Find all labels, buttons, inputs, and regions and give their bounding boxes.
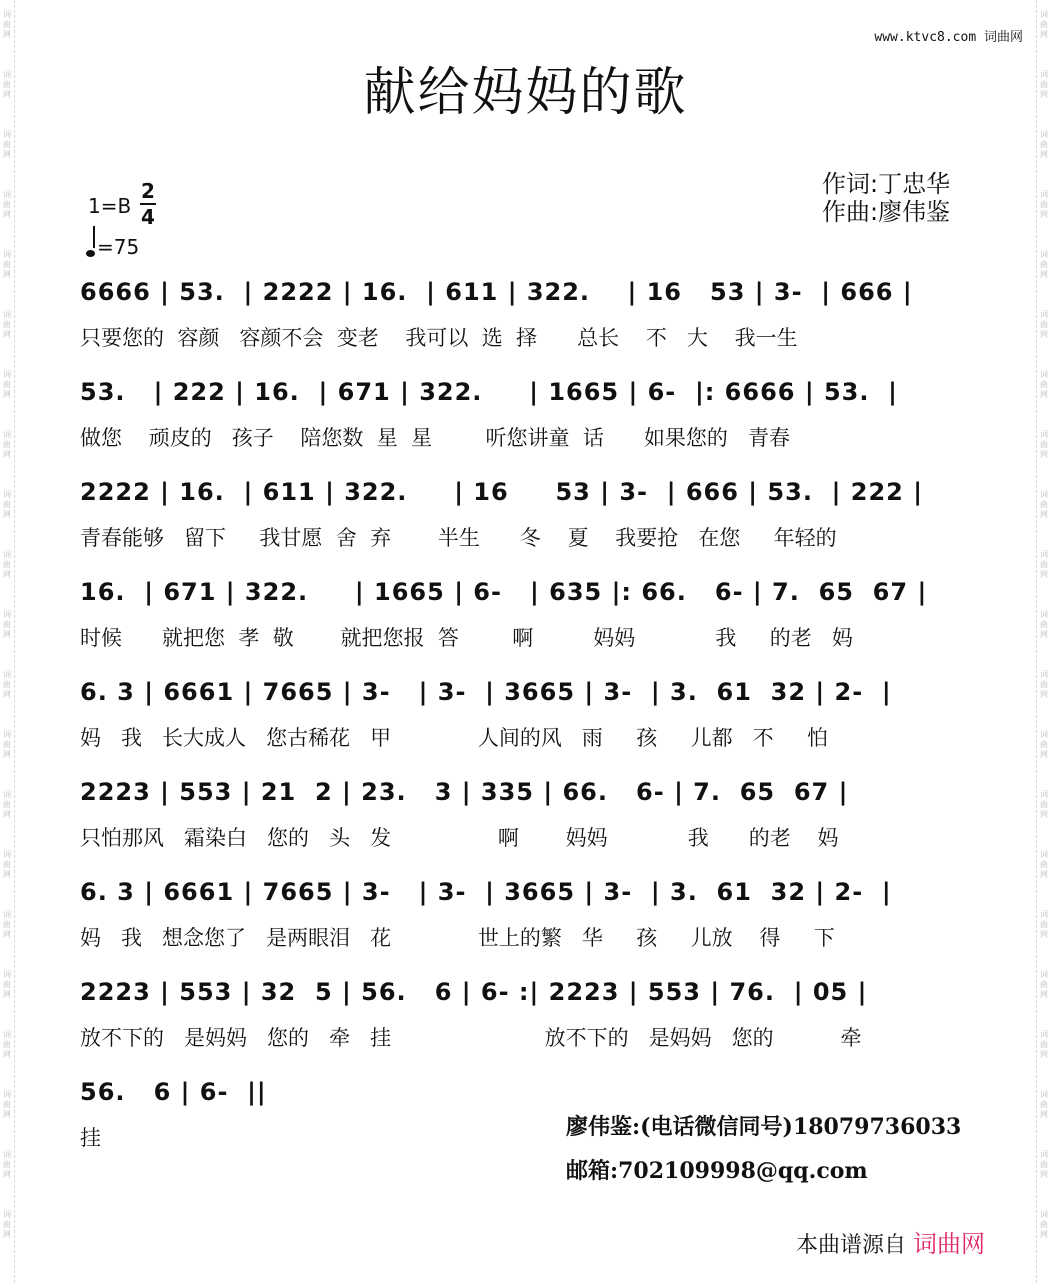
source-prefix: 本曲谱源自 — [796, 1233, 907, 1258]
margin-watermark: 词曲网 — [3, 610, 11, 639]
margin-watermark: 词曲网 — [3, 10, 11, 39]
notation-line: 6666 | 53. | 2222 | 16. | 611 | 322. | 16 53 | 3- | 666 | — [80, 278, 913, 306]
contact-phone: 廖伟鉴:(电话微信同号)18079736033 — [566, 1114, 962, 1140]
site-name: 词曲网 — [983, 30, 1023, 45]
margin-watermark: 词曲网 — [3, 130, 11, 159]
margin-watermark: 词曲网 — [1040, 790, 1048, 819]
margin-watermark: 词曲网 — [3, 430, 11, 459]
time-top: 2 — [141, 179, 155, 203]
lyrics-line: 只怕那风 霜染白 您的 头 发 啊 妈妈 我 的老 妈 — [80, 826, 839, 850]
margin-watermark: 词曲网 — [1040, 10, 1048, 39]
margin-watermark: 词曲网 — [1040, 310, 1048, 339]
source-site[interactable]: 词曲网 — [913, 1230, 986, 1258]
lyrics-line: 妈 我 想念您了 是两眼泪 花 世上的繁 华 孩 儿放 得 下 — [80, 926, 835, 950]
margin-watermark: 词曲网 — [3, 910, 11, 939]
site-url[interactable]: www.ktvc8.com — [874, 30, 977, 45]
notation-line: 56. 6 | 6- || — [80, 1078, 267, 1106]
margin-watermark: 词曲网 — [3, 250, 11, 279]
margin-watermark: 词曲网 — [1040, 190, 1048, 219]
margin-watermark: 词曲网 — [1040, 1030, 1048, 1059]
margin-watermark: 词曲网 — [3, 490, 11, 519]
source-attribution — [796, 1224, 985, 1259]
tempo-value: =75 — [97, 235, 140, 259]
lyrics-line: 青春能够 留下 我甘愿 舍 弃 半生 冬 夏 我要抢 在您 年轻的 — [80, 526, 837, 550]
margin-watermark: 词曲网 — [1040, 550, 1048, 579]
margin-watermark: 词曲网 — [1040, 1090, 1048, 1119]
margin-watermark: 词曲网 — [1040, 130, 1048, 159]
lyrics-line: 妈 我 长大成人 您古稀花 甲 人间的风 雨 孩 儿都 不 怕 — [80, 726, 829, 750]
margin-watermark: 词曲网 — [1040, 250, 1048, 279]
margin-watermark: 词曲网 — [1040, 430, 1048, 459]
lyrics-line: 只要您的 容颜 容颜不会 变老 我可以 选 择 总长 不 大 我一生 — [80, 326, 798, 350]
key-signature: 1=B — [88, 194, 132, 218]
margin-watermark: 词曲网 — [3, 730, 11, 759]
margin-watermark: 词曲网 — [3, 550, 11, 579]
margin-watermark: 词曲网 — [1040, 910, 1048, 939]
time-bottom: 4 — [141, 205, 155, 229]
margin-watermark: 词曲网 — [3, 190, 11, 219]
time-signature — [140, 180, 156, 228]
margin-watermark: 词曲网 — [1040, 1210, 1048, 1239]
margin-watermark: 词曲网 — [3, 850, 11, 879]
margin-watermark: 词曲网 — [1040, 730, 1048, 759]
composer-credit: 作曲:廖伟鉴 — [822, 198, 951, 226]
margin-watermark: 词曲网 — [1040, 970, 1048, 999]
margin-watermark: 词曲网 — [3, 370, 11, 399]
notation-line: 6. 3 | 6661 | 7665 | 3- | 3- | 3665 | 3- | 3. 61 32 | 2- | — [80, 678, 892, 706]
margin-watermark: 词曲网 — [1040, 670, 1048, 699]
lyrics-line: 做您 顽皮的 孩子 陪您数 星 星 听您讲童 话 如果您的 青春 — [80, 426, 790, 450]
margin-watermark: 词曲网 — [3, 310, 11, 339]
margin-watermark: 词曲网 — [1040, 1150, 1048, 1179]
margin-watermark: 词曲网 — [1040, 490, 1048, 519]
notation-line: 2223 | 553 | 32 5 | 56. 6 | 6- :| 2223 | 553 | 76. | 05 | — [80, 978, 868, 1006]
margin-watermark: 词曲网 — [3, 670, 11, 699]
margin-watermark: 词曲网 — [3, 1150, 11, 1179]
margin-watermark: 词曲网 — [3, 1090, 11, 1119]
margin-watermark: 词曲网 — [1040, 850, 1048, 879]
notation-line: 53. | 222 | 16. | 671 | 322. | 1665 | 6- |: 6666 | 53. | — [80, 378, 898, 406]
notation-line: 2223 | 553 | 21 2 | 23. 3 | 335 | 66. 6- | 7. 65 67 | — [80, 778, 849, 806]
margin-watermark: 词曲网 — [1040, 70, 1048, 99]
tempo-marking — [86, 232, 139, 259]
notation-line: 2222 | 16. | 611 | 322. | 16 53 | 3- | 666 | 53. | 222 | — [80, 478, 923, 506]
lyrics-line: 放不下的 是妈妈 您的 牵 挂 放不下的 是妈妈 您的 牵 — [80, 1026, 862, 1050]
notation-line: 6. 3 | 6661 | 7665 | 3- | 3- | 3665 | 3- | 3. 61 32 | 2- | — [80, 878, 892, 906]
lyricist-credit: 作词:丁忠华 — [822, 170, 951, 198]
page-title: 献给妈妈的歌 — [363, 63, 688, 123]
margin-watermark: 词曲网 — [3, 70, 11, 99]
margin-watermark: 词曲网 — [3, 790, 11, 819]
margin-watermark: 词曲网 — [3, 1210, 11, 1239]
notation-line: 16. | 671 | 322. | 1665 | 6- | 635 |: 66. 6- | 7. 65 67 | — [80, 578, 928, 606]
contact-email: 邮箱:702109998@qq.com — [566, 1158, 868, 1184]
margin-watermark: 词曲网 — [1040, 370, 1048, 399]
margin-watermark: 词曲网 — [3, 1030, 11, 1059]
site-header[interactable] — [874, 26, 1023, 45]
quarter-note-icon — [86, 250, 95, 257]
margin-watermark: 词曲网 — [3, 970, 11, 999]
lyrics-line: 时候 就把您 孝 敬 就把您报 答 啊 妈妈 我 的老 妈 — [80, 626, 853, 650]
lyrics-line: 挂 — [80, 1126, 101, 1150]
margin-watermark: 词曲网 — [1040, 610, 1048, 639]
